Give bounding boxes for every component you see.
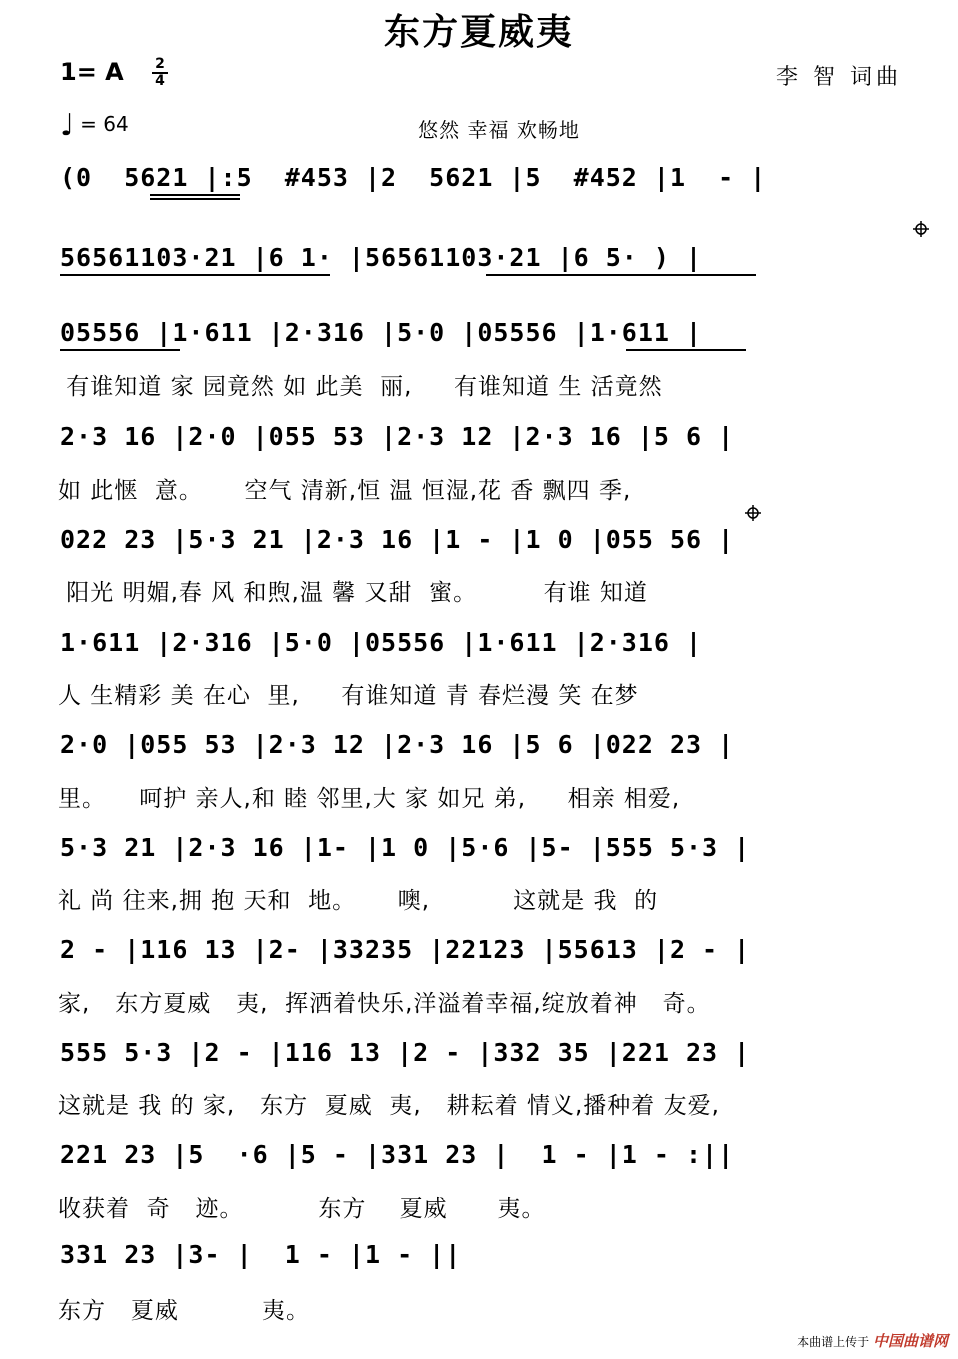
- source-brand: 中国曲谱网: [872, 1332, 948, 1350]
- beam-line: [626, 349, 746, 351]
- lyric-line: 有谁知道 家 园竟然 如 此美 丽, 有谁知道 生 活竟然: [58, 374, 663, 400]
- staff-line: 331 23 |3- | 1 - |1 - ||: [60, 1240, 462, 1269]
- lyric-line: 里。 呵护 亲人,和 睦 邻里,大 家 如兄 弟, 相亲 相爱,: [58, 786, 681, 812]
- expression-marking: 悠然 幸福 欢畅地: [418, 118, 580, 142]
- coda-icon: [745, 505, 761, 521]
- staff-line: 5·3 21 |2·3 16 |1- |1 0 |5·6 |5- |555 5·3 |: [60, 833, 751, 862]
- source-watermark: [797, 1330, 948, 1351]
- lyric-line: 人 生精彩 美 在心 里, 有谁知道 青 春烂漫 笑 在梦: [58, 683, 639, 709]
- song-title: 东方夏威夷: [383, 12, 574, 53]
- lyric-line: 这就是 我 的 家, 东方 夏威 夷, 耕耘着 情义,播种着 友爱,: [58, 1093, 720, 1119]
- lyric-line: 收获着 奇 迹。 东方 夏威 夷。: [58, 1196, 546, 1222]
- lyric-line: 阳光 明媚,春 风 和煦,温 馨 又甜 蜜。 有谁 知道: [58, 580, 648, 606]
- coda-icon: [913, 221, 929, 237]
- beam-line: [60, 274, 330, 276]
- staff-line: (0 5621 |:5 #453 |2 5621 |5 #452 |1 - |: [60, 163, 767, 192]
- staff-line: 2·3 16 |2·0 |055 53 |2·3 12 |2·3 16 |5 6 |: [60, 422, 735, 451]
- beam-line: [60, 349, 180, 351]
- staff-line: 2·0 |055 53 |2·3 12 |2·3 16 |5 6 |022 23 |: [60, 730, 735, 759]
- beam-line: [150, 194, 240, 196]
- staff-line: 05556 |1·611 |2·316 |5·0 |05556 |1·611 |: [60, 318, 703, 347]
- staff-line: 56561103·21 |6 1· |56561103·21 |6 5· ) |: [60, 243, 703, 272]
- lyric-line: 家, 东方夏威 夷, 挥洒着快乐,洋溢着幸福,绽放着神 奇。: [58, 991, 711, 1017]
- author-credit: 李 智 词曲: [776, 65, 902, 90]
- beam-line: [486, 274, 756, 276]
- quarter-note-icon: ♩: [60, 108, 75, 143]
- staff-line: 022 23 |5·3 21 |2·3 16 |1 - |1 0 |055 56 |: [60, 525, 735, 554]
- lyric-line: 礼 尚 往来,拥 抱 天和 地。 噢, 这就是 我 的: [58, 888, 659, 914]
- time-signature: [152, 58, 168, 88]
- source-text: 本曲谱上传于: [797, 1335, 870, 1349]
- staff-line: 1·611 |2·316 |5·0 |05556 |1·611 |2·316 |: [60, 628, 703, 657]
- key-signature: 1= A: [60, 58, 124, 86]
- staff-line: 221 23 |5 ·6 |5 - |331 23 | 1 - |1 - :||: [60, 1140, 735, 1169]
- time-signature-bottom: 4: [155, 73, 165, 89]
- staff-line: 2 - |116 13 |2- |33235 |22123 |55613 |2 - |: [60, 935, 751, 964]
- lyric-line: 如 此惬 意。 空气 清新,恒 温 恒湿,花 香 飘四 季,: [58, 478, 632, 504]
- beam-line: [150, 198, 240, 200]
- staff-line: 555 5·3 |2 - |116 13 |2 - |332 35 |221 23 |: [60, 1038, 751, 1067]
- tempo-value: = 64: [80, 112, 129, 136]
- lyric-line: 东方 夏威 夷。: [58, 1298, 311, 1324]
- time-signature-top: 2: [155, 56, 165, 72]
